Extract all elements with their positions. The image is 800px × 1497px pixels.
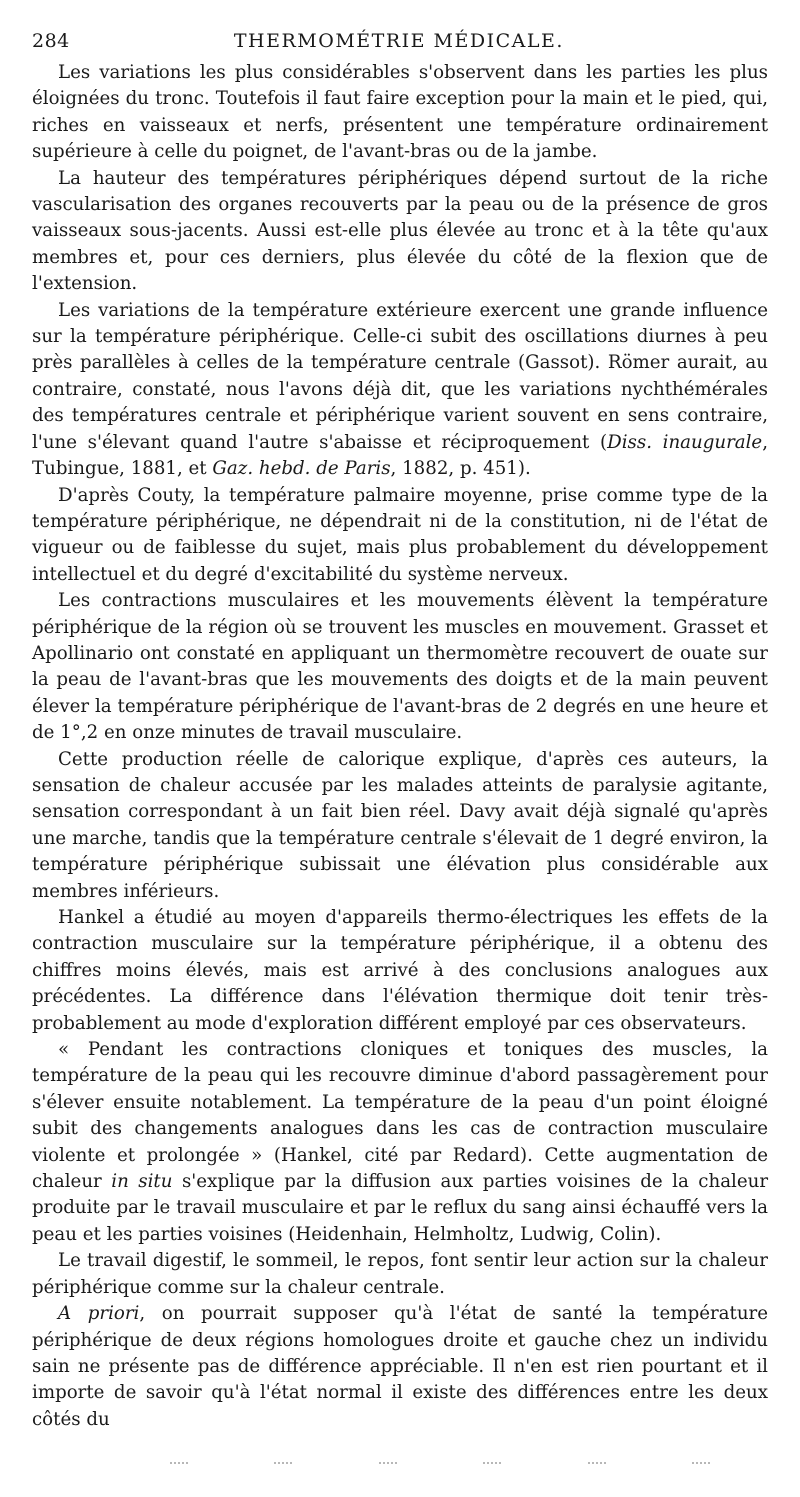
paragraph [32, 747, 768, 905]
body-text [32, 60, 768, 1433]
paragraph-text: D'après Couty, la température palmaire moyenne, prise comme type de la température périphérique, ne dépendrait ni de la constitution, ni de l'état de vigueur ou de faiblesse du sujet, mais plus probablement du développement intellectuel et du degré d'excitabilité du système nerveux. [32, 484, 768, 585]
paragraph [32, 1301, 768, 1433]
paragraph-text: s'explique par la diffusion aux parties voisines de la chaleur produite par le travail musculaire et par le reflux du sang ainsi échauffé vers la peau et les parties voisines (Heidenhain, Helmholtz, Ludwig, Colin). [32, 1171, 769, 1245]
paragraph-text: , 1882, p. 451). [390, 458, 531, 480]
bleed-mark [588, 1462, 606, 1468]
paragraph-text: « Pendant les contractions cloniques et toniques des muscles, la température de la peau qui les recouvre diminue d'abord passagèrement pour s'élever ensuite notablement. La température de la peau d'un point éloigné subit des changements analogues dans les cas de contraction musculaire violente et prolongée » (Hankel, cité par Redard). Cette augmentation de chaleur [32, 1039, 768, 1193]
bleed-mark [274, 1462, 292, 1468]
paragraph-text: Le travail digestif, le sommeil, le repos, font sentir leur action sur la chaleur périphérique comme sur la chaleur centrale. [32, 1250, 768, 1298]
paragraph [32, 1248, 768, 1301]
running-title: THERMOMÉTRIE MÉDICALE. [233, 30, 564, 52]
paragraph [32, 60, 768, 166]
paragraph [32, 588, 768, 746]
paragraph [32, 166, 768, 298]
bleed-mark [170, 1462, 188, 1468]
paragraph-text: La hauteur des températures périphériques dépend surtout de la riche vascularisation des organes recouverts par la peau ou de la présence de gros vaisseaux sous-jacents. Aussi est-elle plus élevée au tronc et à la tête qu'aux membres et, pour ces derniers, plus élevée du côté de la flexion que de l'extension. [32, 167, 768, 295]
paragraph-text: Les variations de la température extérieure exercent une grande influence sur la température périphérique. Celle-ci subit des oscillations diurnes à peu près parallèles à celles de la température centrale (Gassot). Römer aurait, au contraire, constaté, nous l'avons déjà dit, que les variations nychthémérales des températures centrale et périphérique varient souvent en sens contraire, l'une s'élevant quand l'autre s'abaisse et réciproquement ( [32, 299, 768, 453]
paragraph-text: , on pourrait supposer qu'à l'état de santé la température périphérique de deux régions homologues droite et gauche chez un individu sain ne présente pas de différence appréciable. Il n'en est rien pourtant et il importe de savoir qu'à l'état normal il existe des différences entre les deux côtés du [32, 1303, 768, 1430]
bleed-through-marks [170, 1462, 710, 1468]
italic-citation: Diss. inaugurale [607, 431, 763, 453]
document-page [32, 30, 768, 1433]
italic-term: A priori [58, 1303, 140, 1325]
page-header [32, 30, 768, 60]
paragraph [32, 298, 768, 483]
page-number: 284 [32, 30, 70, 52]
paragraph-text: Les contractions musculaires et les mouvements élèvent la température périphérique de la région où se trouvent les muscles en mouvement. Grasset et Apollinario ont constaté en appliquant un thermomètre recouvert de ouate sur la peau de l'avant-bras que les mouvements des doigts et de la main peuvent élever la température périphérique de l'avant-bras de 2 degrés en une heure et de 1°,2 en onze minutes de travail musculaire. [32, 590, 768, 744]
bleed-mark [692, 1462, 710, 1468]
paragraph-text: , Tubingue, 1881, et [32, 431, 768, 480]
italic-citation: Gaz. hebd. de Paris [212, 458, 391, 480]
paragraph [32, 1037, 768, 1248]
paragraph-text: Les variations les plus considérables s'observent dans les parties les plus éloignées du tronc. Toutefois il faut faire exception pour la main et le pied, qui, riches en vaisseaux et nerfs, présentent une température ordinairement supérieure à celle du poignet, de l'avant-bras ou de la jambe. [32, 62, 768, 163]
paragraph-text: Hankel a étudié au moyen d'appareils thermo-électriques les effets de la contraction musculaire sur la température périphérique, il a obtenu des chiffres moins élevés, mais est arrivé à des conclusions analogues aux précédentes. La différence dans l'élévation thermique doit tenir très-probablement au mode d'exploration différent employé par ces observateurs. [32, 907, 768, 1034]
bleed-mark [483, 1462, 501, 1468]
paragraph [32, 905, 768, 1037]
paragraph-text: Cette production réelle de calorique explique, d'après ces auteurs, la sensation de chaleur accusée par les malades atteints de paralysie agitante, sensation correspondant à un fait bien réel. Davy avait déjà signalé qu'après une marche, tandis que la température centrale s'élevait de 1 degré environ, la température périphérique subissait une élévation plus considérable aux membres inférieurs. [32, 748, 768, 902]
paragraph [32, 483, 768, 589]
italic-term: in situ [111, 1171, 173, 1193]
bleed-mark [379, 1462, 397, 1468]
